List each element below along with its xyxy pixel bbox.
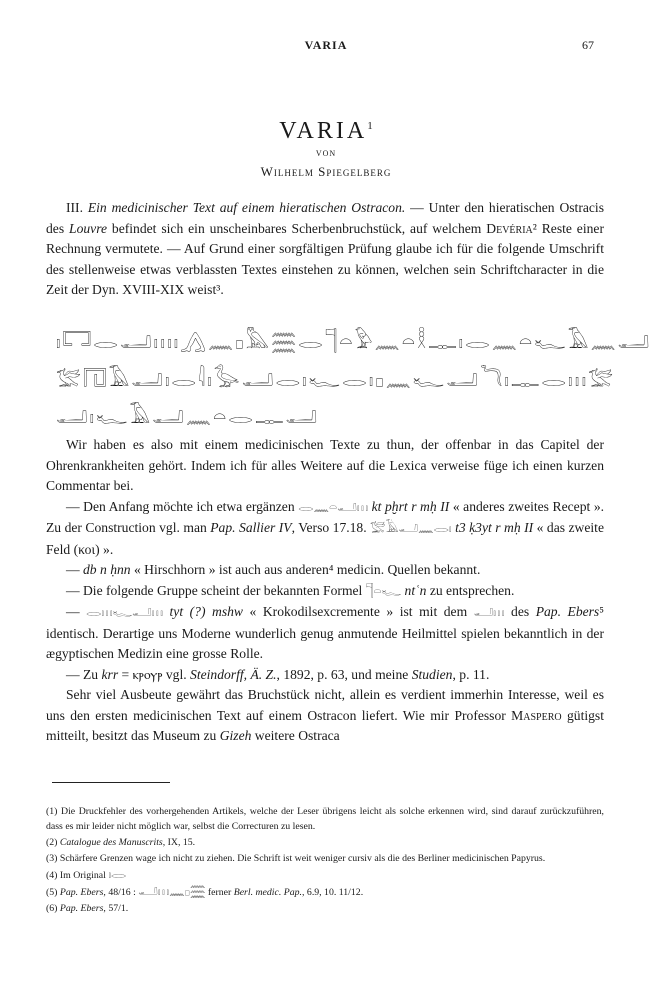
- paragraph-formula: [46, 581, 604, 603]
- footnote-rule: [52, 782, 170, 783]
- ref-pap-ebers: Pap. Ebers: [535, 604, 600, 619]
- text-run: , p. 11.: [452, 666, 490, 682]
- inline-hieroglyphs: 𓂝𓏥𓈖𓊪𓈗: [138, 884, 206, 899]
- page-number: 67: [582, 38, 594, 52]
- paragraph-krr: [46, 665, 604, 686]
- section-heading: Ein medicinischer Text auf einem hieratischen Ostracon.: [87, 200, 406, 215]
- article-title-text: VARIA: [279, 118, 368, 144]
- footnote-1: (1) Die Druckfehler des vorhergehenden Artikels, welche der Leser übrigens leicht als solche erkennen wird, sind darauf zurückzuführen, dass es mir leider nicht möglich war, selbst die Correcturen zu lesen.: [46, 806, 604, 832]
- author-name: Wilhelm Spiegelberg: [260, 164, 392, 179]
- footnote-reference: Pap. Ebers: [59, 903, 104, 914]
- transliteration: db n ḥnn: [83, 562, 131, 577]
- footnote-number: (6): [46, 903, 60, 914]
- hieroglyph-line-1: 𓏤𓉐𓂋𓂝𓏥𓏤𓂻𓈖𓊪𓅓𓈗𓂋𓊹𓏏𓅱𓈖𓏏𓎛𓊃𓏤𓂋𓈖𓏏𓆑𓄿𓈖𓂝: [56, 329, 652, 353]
- text-run: befindet sich ein unscheinbares Scherbenbruchstück, auf welchem: [107, 220, 487, 236]
- ref-steindorff: Steindorff, Ä. Z.: [190, 666, 277, 682]
- inline-hieroglyphs: 𓅛𓄿𓂝𓈖𓂋𓏤: [370, 521, 452, 536]
- text-run: , 57/1.: [103, 903, 129, 914]
- text-run: —: [66, 562, 83, 577]
- text-run: ² Reste einer Rechnung vermutete. — Auf Grund einer sorgfältigen Prüfung glaube ich für die folgende Umschrift des stellenweise etwas verblassten Textes einstehen zu können, welchen sein Schriftcharacter in die Zeit der Dyn. XVIII-XIX weist³.: [46, 220, 604, 297]
- text-run: zu entsprechen.: [426, 582, 515, 598]
- commentary: [46, 435, 604, 747]
- name-deveria: Devéria: [486, 220, 533, 236]
- running-title: VARIA: [304, 38, 348, 52]
- running-head: [0, 38, 652, 52]
- text-run: des: [504, 604, 536, 619]
- footnote-reference: Catalogue des Manuscrits: [59, 837, 163, 848]
- text-run: ⁵ identisch. Derartige uns Moderne wunderlich genug anmutende Heilmittel spielen bekanntlich in der ægyptischen Medizin eine grosse Rolle.: [46, 604, 604, 661]
- transliteration: t3 ḳ3yt r mḥ II: [451, 520, 534, 535]
- footnote-2: [46, 835, 604, 850]
- footnote-5: [46, 884, 604, 900]
- inline-hieroglyphs: 𓂝𓏥: [473, 605, 505, 620]
- footnote-6: [46, 901, 604, 916]
- title-footnote-mark: 1: [367, 120, 373, 132]
- place-gizeh: Gizeh: [219, 728, 252, 743]
- footnote-number: (2): [46, 837, 60, 848]
- text-run: , 1892, p. 63, und meine: [276, 666, 412, 682]
- footnotes: [46, 804, 604, 917]
- by-line: VON: [315, 149, 337, 158]
- footnote-4: [46, 867, 604, 883]
- section-number: III.: [66, 200, 88, 215]
- inline-hieroglyphs: 𓂋𓏥𓆑𓂝𓏥: [86, 605, 163, 620]
- paragraph-hirschhorn: [46, 560, 604, 581]
- transliteration: tyt (?) mshw: [163, 604, 243, 619]
- footnote-number: (5): [46, 887, 60, 898]
- text-run: — Zu: [66, 666, 102, 682]
- text-run: « das zweite Feld (κοι) ».: [46, 520, 604, 557]
- text-run: = ⲕⲣⲟⲩⲣ vgl.: [118, 666, 191, 682]
- footnote-reference: Pap. Ebers: [59, 887, 104, 898]
- text-run: , 6.9, 10. 11/12.: [302, 887, 364, 898]
- paragraph-ear-diseases: Wir haben es also mit einem medicinischen Texte zu thun, der offenbar in das Capitel der Ohrenkrankheiten gehört. Indem ich für alles Weitere auf die Lexica verweise füge ich einen kurzen Commentar bei.: [46, 437, 604, 493]
- text-run: , 48/16 :: [103, 887, 139, 898]
- text-run: — Die folgende Gruppe scheint der bekannten Formel: [66, 582, 366, 598]
- text-run: , IX, 15.: [162, 837, 196, 848]
- ref-studien: Studien: [411, 666, 453, 682]
- text-run: weitere Ostraca: [251, 728, 340, 743]
- text-run: « anderes zweites Recept ». Zu der Construction vgl. man: [46, 498, 605, 535]
- text-run: —: [66, 604, 87, 619]
- paragraph-beginning: [46, 497, 604, 561]
- transliteration: kt pḫrt r mḥ II: [368, 498, 450, 514]
- text-run: ferner: [205, 887, 234, 898]
- footnote-3: (3) Schärfere Grenzen wage ich nicht zu ziehen. Die Schrift ist weit weniger cursiv als die des Berliner medicinischen Papyrus.: [46, 853, 546, 864]
- transliteration: krr: [101, 666, 119, 682]
- paragraph-intro: [46, 198, 604, 301]
- hieroglyph-line-2: 𓅛𓉔𓄿𓂝𓏤𓂋𓇋𓏤𓅭𓂝𓂋𓏤𓆑𓂋𓏤𓊪𓈖𓆑𓂝𓆓𓏤𓊃𓂋𓏥𓅛: [56, 367, 616, 391]
- inline-hieroglyphs: 𓂋𓈖𓏏𓂝𓏥: [298, 499, 369, 515]
- paragraph-crocodile: [46, 602, 604, 665]
- text-run: , Verso 17.18.: [291, 520, 371, 535]
- text-run: gütigst mitteilt, besitzt das Museum zu: [46, 707, 604, 743]
- name-maspero: Maspero: [511, 707, 562, 723]
- ref-pap-sallier: Pap. Sallier IV: [210, 520, 292, 535]
- text-run: « Hirschhorn » ist auch aus anderen⁴ medicin. Quellen bekannt.: [130, 562, 481, 577]
- hieratic-sign: 𓏤𓂋: [108, 867, 127, 882]
- inline-hieroglyphs: 𓊹𓏏𓆑: [365, 583, 402, 599]
- text-run: Sehr viel Ausbeute gewährt das Bruchstück nicht, allein es verdient immerhin Interesse, weil es uns den ersten medicinischen Text auf einem Ostracon liefert. Wie mir Professor: [46, 687, 604, 723]
- text-run: (4) Im Original: [46, 870, 109, 881]
- article-title: [0, 118, 652, 145]
- text-run: — Unter den hieratischen Ostracis des: [46, 200, 604, 236]
- text-run: « Krokodilsexcremente » ist mit dem: [243, 604, 474, 619]
- transliteration: ntʿn: [401, 582, 427, 598]
- paragraph-conclusion: [46, 685, 604, 747]
- footnote-reference: Berl. medic. Pap.: [233, 887, 303, 898]
- hieroglyph-line-3: 𓂝𓏤𓆑𓄿𓂝𓈖𓏏𓂋𓊃𓂝: [56, 404, 320, 428]
- place-louvre: Louvre: [69, 220, 108, 236]
- text-run: — Den Anfang möchte ich etwa ergänzen: [66, 498, 299, 514]
